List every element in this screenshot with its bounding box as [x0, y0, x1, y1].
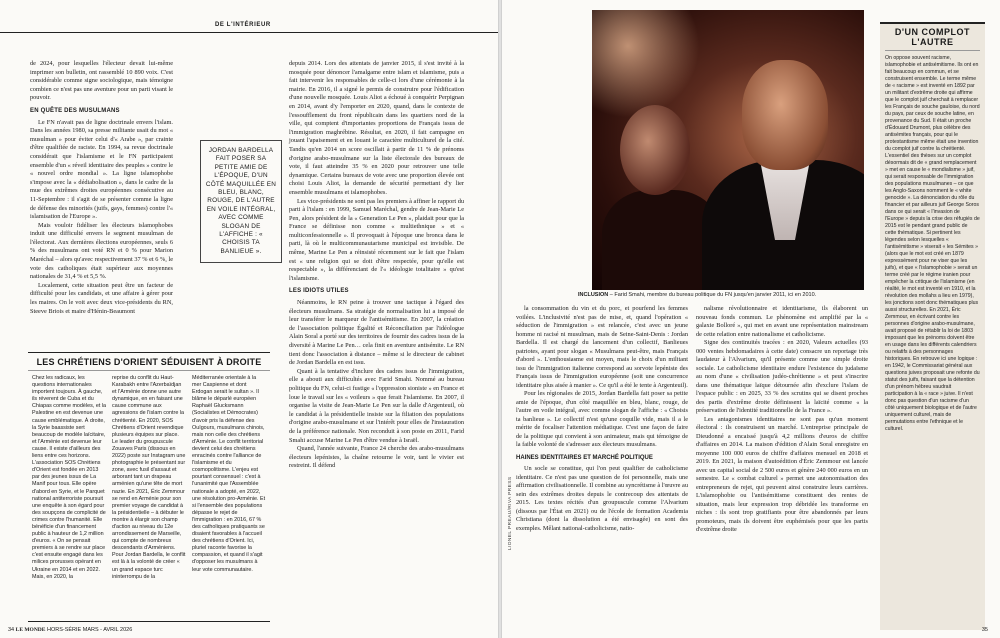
left-page: [0, 0, 498, 638]
paragraph: nalisme révolutionnaire et identitarisme, ils élaborent un nouveau fonds commun. Le phénomène est amplifié par la « galaxie Bolloré », qui met en avant une représentation mainstream de cette relation entre nationalisme et catholicisme.: [696, 305, 868, 338]
paragraph: Quand, l'année suivante, France 24 cherche des arabo-musulmans électeurs lepénistes, la chaîne retourne le voir, tant le vivier est restreint. Il défend: [289, 445, 464, 470]
page-number: 34: [8, 627, 15, 633]
paragraph: Néanmoins, le RN peine à trouver une tactique à l'égard des électeurs musulmans. Sa stratégie de normalisation lui a imposé de leur transférer le marqueur de l'antisémitisme. En 2007, la création de l'association politique Égalité et Réconciliation par l'idéologue Alain Soral a porté sur des territoires de fournir des cadres issus de la diversité à Marine Le Pen… cela finit en aventure antisémite. Le RN tient donc l'association à distance – même si le directeur de cabinet de Jordan Bardella en est issu.: [289, 299, 464, 367]
sidebar-box-chretiens: [28, 352, 270, 622]
article-column-4: [696, 305, 868, 535]
subheading: LES IDIOTS UTILES: [289, 288, 349, 295]
sidebar-text: On oppose souvent racisme, islamophobie et antisémitisme. Ils ont en fait beaucoup en commun, et se construisent ensemble. Le terme même de « racisme » est inventé en 1892 par un militant d'extrême droite qui affirme que le complot juif cherchait à remplacer les Français de souche gauloise, du nord du pays, par ceux de souche latine, en provenance du Sud. Il était un proche d'Édouard Drumont, plus célèbre des antisémites français, pour qui le protestantisme même était une invention du complot juif contre la chrétienté. L'essentiel des thèses sur un complot désormais dit de « grand remplacement » met en cause le « mondialisme » juif, qui serait responsable de l'immigration des populations musulmanes – ce que les Anglo-Saxons nomment le « white genocide ». La dénonciation du rôle du financier et par ailleurs juif George Soros dans ce qui serait « l'invasion de l'Europe » depuis la crise des réfugiés de 2015 est le pendant grand public de cette thématique. Si pertinent les légendes selon lesquelles « l'antisémitisme » viserait « les Sémites » (alors que le mot est créé en 1879 expressément pour ne viser que les juifs), et que « l'islamophobie » serait un terme créé par le régime iranien pour empêcher la critique de l'islamisme (en réalité, le mot est inventé en 1910, et la révolution des mollahs a lieu en 1979), les jonctions sont donc thématiques plus aussi structurelles. En 2021, Éric Zemmour, en écrivant contre les personnes d'origine arabo-musulmane, avait proposé de rétablir la loi de 1803 imposant que les prénoms doivent être en usage dans les différents calendriers ou relatifs à des personnages historiques. En retrouve ici une logique : en 1942, le Commissariat général aux questions juives proposait une refonte du statut des juifs, faisant que la détention d'un prénom hébreu vaudrait participation à la « race » juive. Il n'est donc pas question d'un racisme d'un côté uniquement biologique et de l'autre uniquement culturel, mais de permutations entre l'ethnique et le culturel.: [885, 55, 980, 432]
folio-left: [8, 627, 132, 633]
rubric-rule: [0, 32, 498, 33]
paragraph: Les vice-présidents ne sont pas les premiers à affiner le rapport du parti à l'islam : en 1999, Samuel Maréchal, gendre de Jean-Marie Le Pen, alors président de la « Generation Le Pen », plaidait pour que la France se définisse non comme « multiethnique » et « multiconfessionnelle ». Il provoquait à l'époque une bronca dans le parti, là où le multicommunautarisme municipal est invisible. De même, Marine Le Pen a réinsisté récemment sur le fait que l'islam est « une religion qui se doit d'être respectée, pour qu'elle est respectable », la différenciant de l'« idéologie totalitaire » qu'est l'islamisme.: [289, 197, 464, 282]
paragraph: depuis 2014. Lors des attentats de janvier 2015, il s'est invité à la mosquée pour dénoncer l'amalgame entre islam et islamisme, puis a fait intervenir les responsables de celle-ci lors d'une cérémonie à la mairie. En 2016, il a signé le permis de construire pour l'édification d'une nouvelle mosquée. Louis Aliot a échoué à conquérir Perpignan en 2014, avant d'y l'emporter en 2020, quand, dans le contexte de l'essoufflement du front républicain dans les quartiers nord de la ville, qui comptent d'importantes proportions de Français issus de l'immigration maghrébine. Résultat, en 2020, il fait campagne en jouant l'apaisement et en louant le caractère multiculturel de la cité. Tandis qu'en 2014 un score oscillait à partir de 11 % de prénoms d'origine arabo-musulmane sur la liste électorale des bureaux de vote, il faut atteindre 35 % en 2020 pour retrouver une telle dynamique. Certains bureaux de vote avec une proportion élevée ont choisi Louis Aliot, la demande de sécurité permettant d'y lier ensemble musulmans et islamophobes.: [289, 60, 464, 196]
paragraph: Mais vouloir fidéliser les électeurs islamophobes induit une difficulté envers le segment musulman de l'électorat. Aux dernières élections européennes, seuls 6 % des musulmans ont voté RN et 0 % pour Marion Maréchal – alors qu'avec respectivement 37 % et 6 %, le vote des catholiques était supérieur aux moyennes nationales de 31,4 % et 5,5 %.: [30, 221, 173, 281]
photo-credit: LIONEL PREAU/RIVA PRESS: [508, 476, 513, 550]
article-column-3: [516, 305, 688, 533]
paragraph: Les antagonismes identitaires ne sont pas qu'un moment électoral : ils construisent un marché. L'entreprise principale de Dieudonné a encaissé jusqu'à 4,2 millions d'euros de chiffre d'affaires en 2014. La maison d'édition d'Alain Soral enregistre en moyenne 100 000 euros de chiffre d'affaires mensuel en 2018 et 2019. En 2021, la maison d'autoédition d'Éric Zemmour est lancée avec un capital social de 2 500 euros et génère 240 000 euros en un semestre. Le « combat culturel » permet une autonomisation des entrepreneurs de rejet, qui peuvent ainsi construire leurs carrières. L'islamophobie ou l'antisémitisme constituent des rentes de situation, mais leur expression trop débridée les transforme en niches : ils sont trop gratifiants pour être abandonnés par leurs promoteurs, mais ils doivent être euphémisés pour que les partis d'extrême droite: [696, 415, 868, 533]
folio-right: 35: [981, 627, 988, 633]
subheading: HAINES IDENTITAIRES ET MARCHÉ POLITIQUE: [516, 454, 653, 461]
paragraph: Signe des continuités tracées : en 2020, Valeurs actuelles (93 000 ventes hebdomadaires à cette date) consacre un reportage très laudateur à l'Alvarium, qu'il présente comme une simple droite sociale. Le catholicisme identitaire endure l'existence du judaïsme au nom d'une « civilisation judéo-chrétienne » et peut s'inscrire dans une thématique laïque détournée afin d'exclure l'islam de l'espace public : en 2025, 33 % des scrutins qui se disent proches des partis d'extrême droite définissent la laïcité comme « la préservation de l'identité traditionnelle de la France ».: [696, 339, 868, 414]
paragraph: Un socle se constitue, qui l'on peut qualifier de catholicisme identitaire. Ce n'est pas une question de foi personnelle, mais une affirmation civilisationnelle. Il combine au syncrétisme à l'œuvre au sein des extrêmes droites depuis le contrecoup des attentats de 2015. Les textes récités d'un groupuscule comme l'Alvarium (dissous par l'État en 2021) ou de l'école de formation Academia Christiana (dont la dissolution a été envisagée) en sont des exemples. Mêlant national-catholicisme, natio-: [516, 465, 688, 532]
box-title: LES CHRÉTIENS D'ORIENT SÉDUISENT À DROITE: [28, 353, 270, 371]
sidebar-title: D'UN COMPLOT L'AUTRE: [885, 27, 980, 51]
box-columns: [28, 375, 270, 581]
right-page: [502, 0, 1000, 638]
box-column-2: reprise du conflit du Haut-Karabakh entre l'Azerbaïdjan et l'Arménie donne une autre dynamique, en en faisant une cause commune aux agressions de l'islam contre la chrétienté. En 2020, SOS Chrétiens d'Orient revendique plusieurs équipes sur place. Le leader du groupuscule Zouaves Paris (dissous en 2022) poste sur Instagram une photographie le présentant sur zone, avec fusil d'assaut et arborant tant un drapeau arménien qu'une tête de mort nazie. En 2021, Éric Zemmour se rend en Arménie pour son premier voyage de candidat à la présidentielle – à débuter le montre à élargir son champ d'action au niveau du 12e arrondissement de Marseille, qui compte de nombreux descendants d'Arméniens. Pour Jordan Bardella, le conflit est là à la volonté de créer « un grand espace turc ininterrompu de la: [112, 375, 186, 580]
paragraph: Pour les régionales de 2015, Jordan Bardella fait poser sa petite amie de l'époque, d'un côté maquillée en bleu, blanc, rouge, de l'autre en voile intégral, avec comme slogan de l'affiche : « Choisis ta banlieue ». Le collectif n'est qu'une coquille vide, mais il a le mérite de focaliser l'attention médiatique. C'est une façon de faire de la politique qui convient à son animateur, mais qui témoigne de la faible volonté de s'adresser aux électeurs musulmans.: [516, 390, 688, 448]
box-column-3: Méditerranée orientale à la mer Caspienne et dont Erdogan serait le sultan ». Il blâme le déparlé européen Raphaël Glucksmann (Socialistes et Démocrates) d'avoir pris la défense des Ouïgours, musulmans chinois, mais non celle des chrétiens d'Arménie. Le conflit territorial devient celui des chrétiens enracinés contre l'alliance de l'islamisme et du cosmopolitisme. L'enjeu est pourtant consensuel : c'est à l'unanimité que l'Assemblée nationale a adopté, en 2022, une résolution pro-Arménie. Et si l'ensemble des populations dépasse le rejet de l'immigration : en 2016, 67 % des catholiques pratiquants se disaient favorables à l'accueil des chrétiens d'Orient. Ici, pluriel raconte favorise la compassion, et quand il s'agit d'opposer les musulmans à leur vote communautaire.: [192, 375, 266, 573]
article-column-1: [30, 60, 173, 316]
photo-farid-smahi: [592, 10, 864, 290]
subheading: EN QUÊTE DES MUSULMANS: [30, 107, 120, 114]
section-rubric: DE L'INTÉRIEUR: [215, 22, 271, 28]
pull-quote: JORDAN BARDELLA FAIT POSER SA PETITE AMIE DE L'ÉPOQUE, D'UN CÔTÉ MAQUILLÉE EN BLEU, BLANC, ROUGE, DE L'AUTRE EN VOILE INTÉGRAL, AVEC COMME SLOGAN DE L'AFFICHE : « CHOISIS TA BANLIEUE ».: [200, 140, 282, 263]
article-column-2: [289, 60, 464, 471]
paragraph: de 2024, pour lesquelles l'électeur devait lui-même imprimer son bulletin, ont rassemblé 10 890 voix. C'est considérable comme signe sociologique, mais témoigne combien ce n'est pas une aventure pour un parti visant le pouvoir.: [30, 60, 173, 102]
photo-face: [742, 60, 828, 170]
sidebar-complot: [880, 22, 985, 630]
paragraph: la consommation du vin et du porc, et pourfend les femmes voilées. L'inclusivité n'est pas de mise, et, quand l'opération « séduction de l'immigration » est relancée, c'est avec un jeune homme ni racisé ni musulman, mais de Seine-Saint-Denis : Jordan Bardella. Il est chargé du lancement d'un collectif, Banlieues patriotes, ayant pour slogan « Musulmans peut-être, mais Français d'abord ». L'enthousiasme est moyen, mais le choix d'un militant issu de l'immigration italienne correspond au sorvote lepéniste des Français issus de l'immigration européenne (soit une concurrence identitaire plus aisée à manier ». Ce qu'il a été le tente à Argenteuil).: [516, 305, 688, 389]
paragraph: Quant à la tentative d'inclure des cadres issus de l'immigration, elle a abouti aux difficultés avec Farid Smahi. Nommé au bureau politique du FN, celui-ci fustige « l'oppression sioniste » en France et loue le travail sur les « voileurs » que ferait l'islamisme. En 2007, il organise la visite de Jean-Marie Le Pen sur la dalle d'Argenteuil, où le candidat à la présidentielle insiste sur la filiation des populations d'origine arabo-musulmane et sur l'intérêt pour elles de l'instauration de la préférence nationale. Non reconduit à son poste en 2011, Farid Smahi accuse Marine Le Pen d'être vendue à Israël.: [289, 367, 464, 444]
photo-caption: [578, 292, 868, 298]
issue-info: HORS-SÉRIE MARS - AVRIL 2026: [46, 627, 133, 633]
box-column-1: Chez les radicaux, les questions internationales importent toujours. À gauche, ils réverent de Cuba et du Chiapas comme modèles, et la Palestine en est devenue une cause emblématique. À droite, la Syrie baassiste sert beaucoup de modèle laïcitaire, et l'Arménie est devenue leur cause. Il existe d'ailleurs des liens entre ces horizons. L'association SOS Chrétiens d'Orient est fondée en 2013 par des jeunes issus de La Manif pour tous. Elle opère d'abord en Syrie, et le Parquet national antiterroriste poursuit une enquête à son égard pour des soupçons de complicité de crimes contre l'humanité. Elle bénéficie d'un financement public à hauteur de 1,2 million d'euros. « On se pensait premiers à se rendre sur place c'est ensuite engagé dans les milices prorusses opérant en Ukraine en 2014 et en 2022. Mais, en 2020, la: [32, 375, 107, 580]
paragraph: Localement, cette situation peut être un facteur de difficulté pour les candidats, et une affaire à gérer pour les maires. On le voit avec deux vice-présidents du RN, Steeve Briois et maire d'Hénin-Beaumont: [30, 281, 173, 315]
paragraph: Le FN n'avait pas de ligne doctrinale envers l'islam. Dans les années 1980, sa presse militante usait du mot « musulman » pour éviter celui d'« Arabe », par crainte d'être qualifiée de raciste. En 1994, sa revue doctrinale considérait que l'islamisme et le FN participaient ensemble d'un « réveil identitaire des peuples » contre le « nouvel ordre mondial ». La ligne islamophobe s'impose avec la « dédiabolisation », dans le cadre de la mue des extrêmes droites européennes consécutive au 11-Septembre : il s'agit de se présenter comme la ligne de défense des minorités (juifs, gays, femmes) contre l'« islamisation de l'Europe ».: [30, 118, 173, 221]
caption-label: INCLUSION: [578, 292, 609, 298]
caption-text: – Farid Smahi, membre du bureau politique du FN jusqu'en janvier 2011, ici en 2010.: [609, 292, 817, 298]
photo-background-woman: [620, 105, 690, 195]
brand-logo: LE MONDE: [15, 627, 46, 633]
